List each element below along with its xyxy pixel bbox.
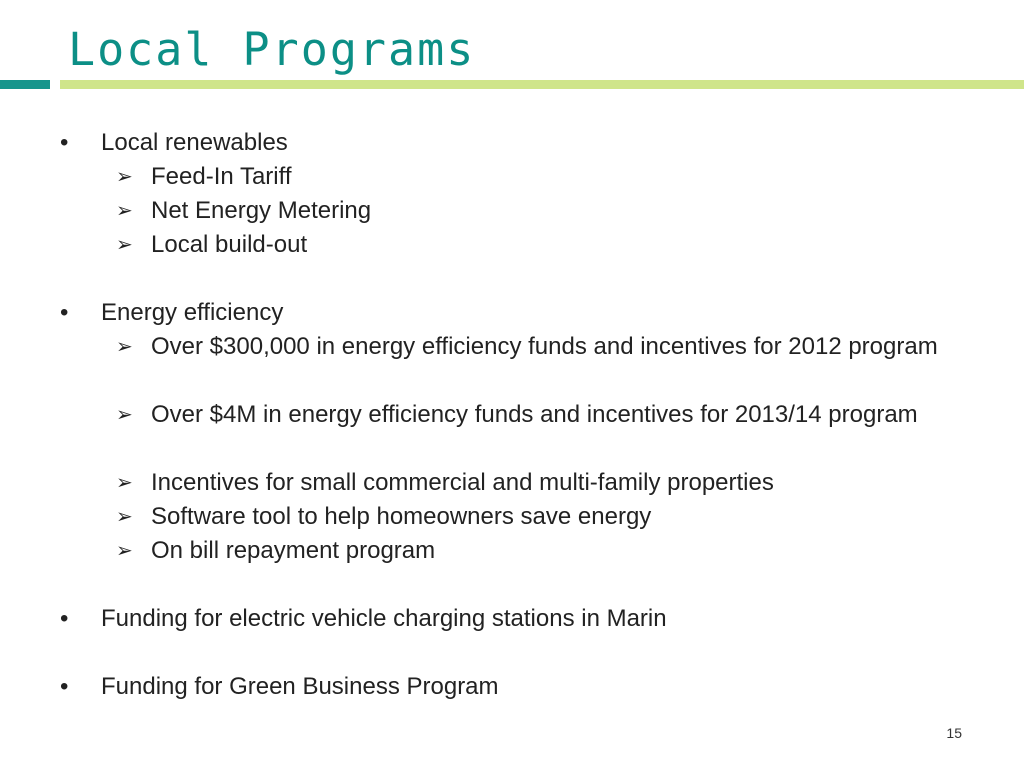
arrow-bullet-icon: ➢ [116,540,133,562]
sub-bullet-text: On bill repayment program [151,537,436,564]
sub-bullet-item [0,160,1024,194]
sub-bullet-text: Over $300,000 in energy efficiency funds and incentives for 2012 program [151,333,938,360]
title-rule-accent [0,80,50,89]
slide-content [0,126,1024,704]
arrow-bullet-icon: ➢ [116,166,133,188]
bullet-item [0,296,1024,330]
bullet-icon: • [60,605,69,632]
page-number: 15 [946,725,962,741]
arrow-bullet-icon: ➢ [116,234,133,256]
bullet-icon: • [60,129,69,156]
sub-bullet-item [0,398,1024,466]
arrow-bullet-icon: ➢ [116,200,133,222]
sub-bullet-text: Local build-out [151,231,308,258]
sub-bullet-item [0,330,1024,398]
bullet-text: Energy efficiency [101,299,284,326]
bullet-text: Local renewables [101,129,288,156]
bullet-icon: • [60,673,69,700]
bullet-item [0,126,1024,160]
bullet-icon: • [60,299,69,326]
sub-bullet-text: Incentives for small commercial and multi-family properties [151,469,774,496]
bullet-item [0,602,1024,636]
bullet-item [0,670,1024,704]
sub-bullet-text: Software tool to help homeowners save energy [151,503,652,530]
slide-title: Local Programs [68,23,476,76]
spacer [0,262,1024,296]
arrow-bullet-icon: ➢ [116,336,133,358]
sub-bullet-item [0,500,1024,534]
sub-bullet-item [0,194,1024,228]
arrow-bullet-icon: ➢ [116,506,133,528]
arrow-bullet-icon: ➢ [116,404,133,426]
sub-bullet-text: Over $4M in energy efficiency funds and incentives for 2013/14 program [151,401,918,428]
bullet-text: Funding for Green Business Program [101,673,499,700]
sub-bullet-text: Feed-In Tariff [151,163,292,190]
sub-bullet-text: Net Energy Metering [151,197,372,224]
sub-bullet-item [0,228,1024,262]
title-rule [60,80,1024,89]
spacer [0,568,1024,602]
bullet-text: Funding for electric vehicle charging stations in Marin [101,605,667,632]
spacer [0,636,1024,670]
sub-bullet-item [0,534,1024,568]
arrow-bullet-icon: ➢ [116,472,133,494]
sub-bullet-item [0,466,1024,500]
